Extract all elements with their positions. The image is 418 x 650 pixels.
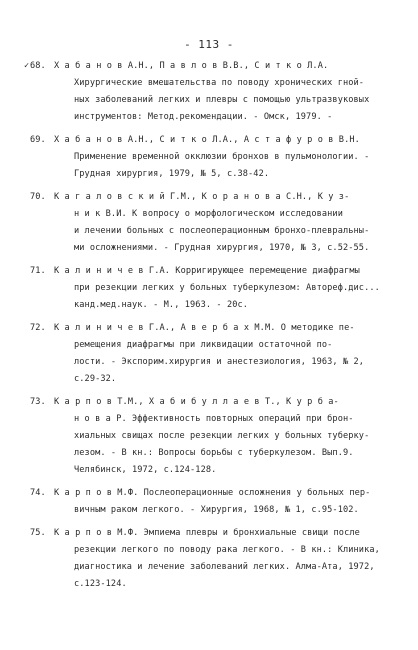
entry-text: с.123-124. xyxy=(74,579,127,589)
entry-line xyxy=(30,223,408,240)
entry-line xyxy=(30,525,408,542)
entry-line xyxy=(30,371,408,388)
entry-text: К а р п о в М.Ф. Эмпиема плевры и бронхиальные свищи после xyxy=(54,528,360,538)
bibliography-entry xyxy=(30,320,408,388)
entry-line xyxy=(30,166,408,183)
entry-line xyxy=(30,462,408,479)
entry-text: лезом. - В кн.: Вопросы борьбы с туберкулезом. Вып.9. xyxy=(74,448,354,458)
entry-number: 70. xyxy=(30,192,46,202)
bibliography-entry xyxy=(30,263,408,314)
entry-text: Применение временной окклюзии бронхов в пульмонологии. - xyxy=(74,152,370,162)
entry-line xyxy=(30,263,408,280)
entry-text: Х а б а н о в А.Н., С и т к о Л.А., А с т а ф у р о в В.Н. xyxy=(54,135,360,145)
entry-text: хиальных свищах после резекции легких у больных туберку- xyxy=(74,431,370,441)
entry-text: с.29-32. xyxy=(74,374,117,384)
page-number: - 113 - xyxy=(184,38,234,51)
entry-text: Х а б а н о в А.Н., П а в л о в В.В., С и т к о Л.А. xyxy=(54,61,329,71)
entry-line xyxy=(30,132,408,149)
entry-line xyxy=(30,75,408,92)
entry-line xyxy=(30,58,408,75)
entry-text: инструментов: Метод.рекомендации. - Омск, 1979. - xyxy=(74,112,333,122)
bibliography-entry xyxy=(30,132,408,183)
entry-text: К а г а л о в с к и й Г.М., К о р а н о в а С.Н., К у з- xyxy=(54,192,350,202)
bibliography-entry xyxy=(30,394,408,479)
bibliography-entry xyxy=(30,189,408,257)
entry-number: 75. xyxy=(30,528,46,538)
entry-text: лости. - Экспорим.хирургия и анестезиология, 1963, № 2, xyxy=(74,357,365,367)
entry-line xyxy=(30,149,408,166)
entry-text: ремещения диафрагмы при ликвидации остаточной по- xyxy=(74,340,333,350)
entry-text: диагностика и лечение заболеваний легких. Алма-Ата, 1972, xyxy=(74,562,375,572)
entry-line xyxy=(30,240,408,257)
entry-number: 72. xyxy=(30,323,46,333)
entry-line xyxy=(30,542,408,559)
entry-line xyxy=(30,354,408,371)
entry-number: 69. xyxy=(30,135,46,145)
entry-text: канд.мед.наук. - М., 1963. - 20с. xyxy=(74,300,249,310)
entry-line xyxy=(30,576,408,593)
entry-line xyxy=(30,485,408,502)
entry-line xyxy=(30,280,408,297)
bibliography-entry xyxy=(24,58,408,126)
entry-line xyxy=(30,445,408,462)
entry-text: К а л и н и ч е в Г.А., А в е р б а х М.М. О методике пе- xyxy=(54,323,355,333)
entry-line xyxy=(30,206,408,223)
entry-text: и лечении больных с послеоперационным бронхо-плевральны- xyxy=(74,226,370,236)
entry-line xyxy=(30,297,408,314)
entry-text: Грудная хирургия, 1979, № 5, с.38-42. xyxy=(74,169,270,179)
entry-line xyxy=(30,189,408,206)
check-mark-icon: ✓ xyxy=(24,61,30,71)
entry-line xyxy=(30,428,408,445)
entry-text: Хирургические вмешательства по поводу хронических гной- xyxy=(74,78,365,88)
entry-number: 68. xyxy=(30,61,46,71)
bibliography-entry xyxy=(30,485,408,519)
entry-line xyxy=(30,502,408,519)
bibliography-entry xyxy=(30,525,408,593)
entry-text: Челябинск, 1972, с.124-128. xyxy=(74,465,217,475)
entry-text: н о в а Р. Эффективность повторных операций при брон- xyxy=(74,414,354,424)
entry-text: вичным раком легкого. - Хирургия, 1968, № 1, с.95-102. xyxy=(74,505,359,515)
entry-text: резекции легкого по поводу рака легкого. - В кн.: Клиника, xyxy=(74,545,380,555)
entry-line xyxy=(30,337,408,354)
bibliography-list xyxy=(24,58,408,599)
entry-text: К а р п о в М.Ф. Послеоперационные осложнения у больных пер- xyxy=(54,488,371,498)
entry-text: ми осложнениями. - Грудная хирургия, 1970, № 3, с.52-55. xyxy=(74,243,370,253)
entry-text: при резекции легких у больных туберкулезом: Автореф.дис... xyxy=(74,283,380,293)
entry-line xyxy=(30,320,408,337)
entry-line xyxy=(30,394,408,411)
entry-text: н и к В.И. К вопросу о морфологическом исследовании xyxy=(74,209,343,219)
entry-number: 71. xyxy=(30,266,46,276)
entry-text: К а р п о в Т.М., Х а б и б у л л а е в Т., К у р б а- xyxy=(54,397,339,407)
entry-line xyxy=(30,109,408,126)
entry-line xyxy=(30,559,408,576)
entry-text: К а л и н и ч е в Г.А. Корригирующее перемещение диафрагмы xyxy=(54,266,360,276)
entry-text: ных заболеваний легких и плевры с помощью ультразвуковых xyxy=(74,95,370,105)
entry-line xyxy=(30,411,408,428)
entry-line xyxy=(30,92,408,109)
entry-number: 74. xyxy=(30,488,46,498)
entry-number: 73. xyxy=(30,397,46,407)
